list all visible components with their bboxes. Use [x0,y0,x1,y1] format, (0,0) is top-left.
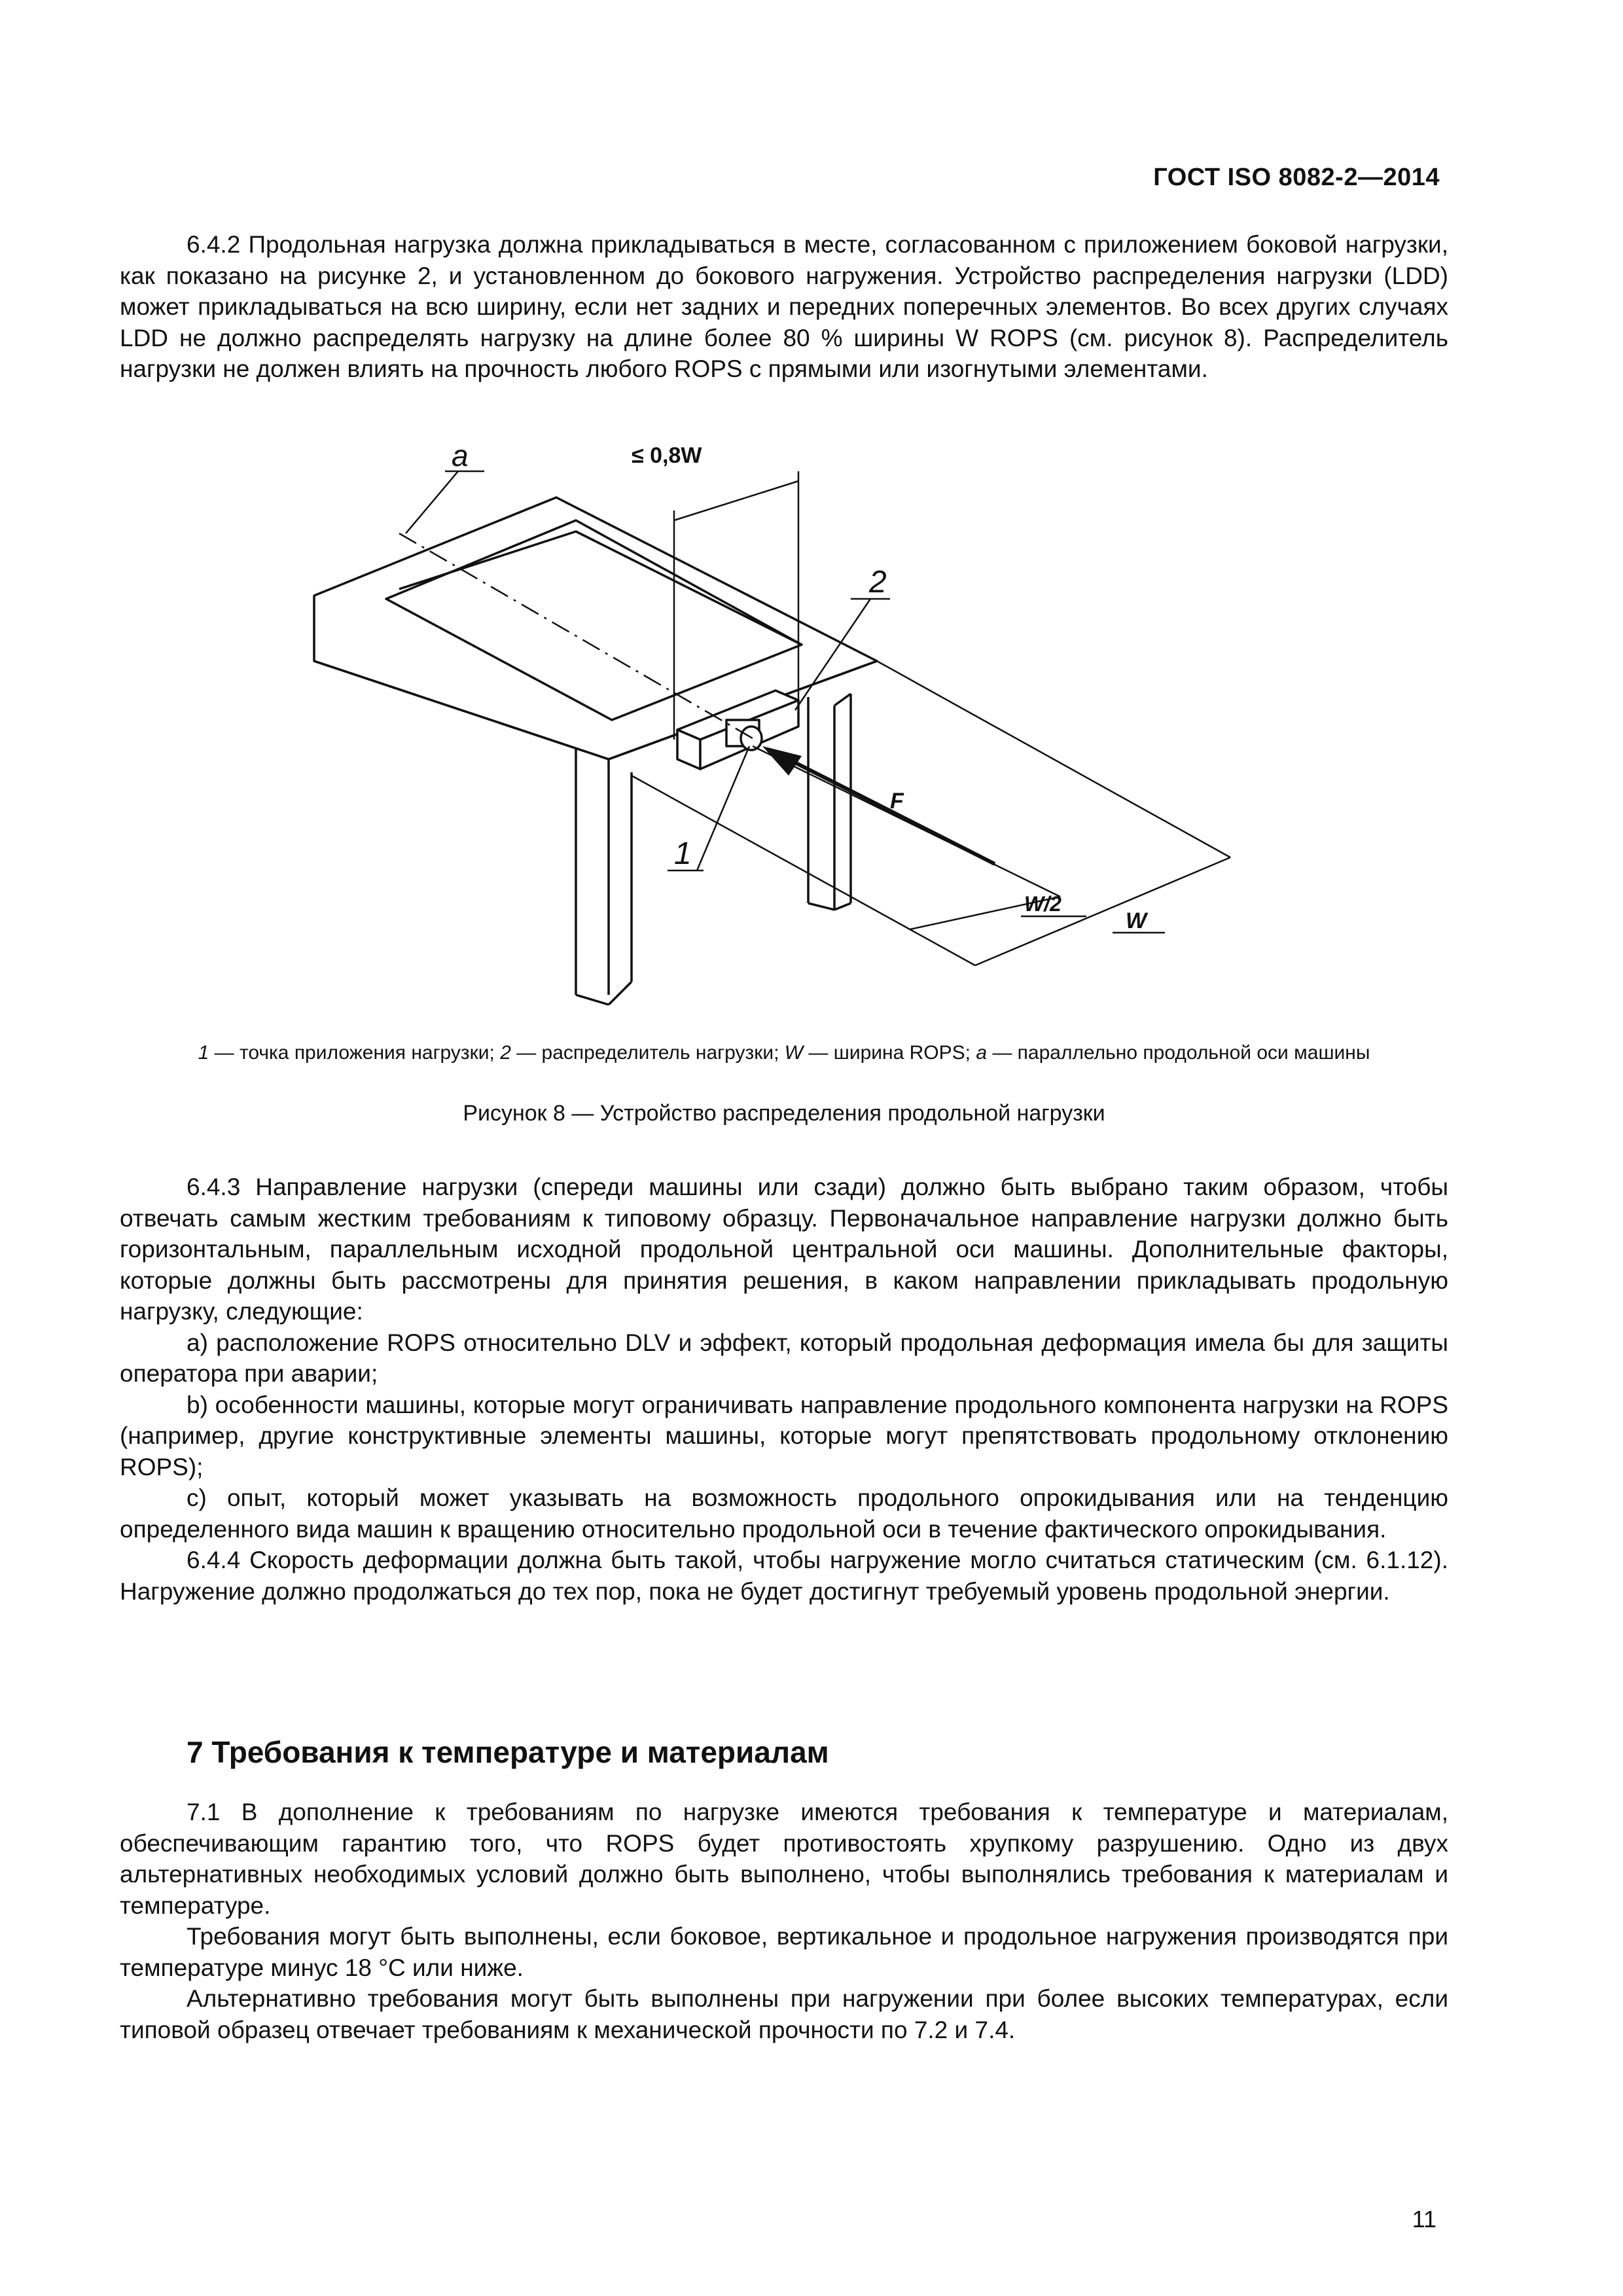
paragraph-7-1-option1: Требования могут быть выполнены, если боковое, вертикальное и продольное нагружения производятся при температуре минус 18 °С или ниже. [120,1923,1448,1981]
paragraph-block-section7 [120,1797,1448,2045]
legend-key-2: 2 [500,1042,511,1064]
legend-key-1: 1 [198,1042,209,1064]
figure-caption: Рисунок 8 — Устройство распределения продольной нагрузки [463,1101,1105,1126]
list-item-b: b) особенности машины, которые могут ограничивать направление продольного компонента нагрузки на ROPS (например, другие конструктивные элементы машины, которые могут препятствовать продольному отклонению ROPS); [120,1391,1448,1480]
paragraph-6-4-3: 6.4.3 Направление нагрузки (спереди машины или сзади) должно быть выбрано таким образом, чтобы отвечать самым жестким требованиям к типовому образцу. Первоначальное направление нагрузки должно быть горизонтальным, параллельным исходной продольной центральной оси машины. Дополнительные факторы, которые должны быть рассмотрены для принятия решения, в каком направлении прикладывать продольную нагрузку, следующие: [120,1174,1448,1325]
legend-text-1: — точка приложения нагрузки; [209,1042,501,1064]
paragraph-block-top [120,229,1448,385]
legend-text-w: — ширина ROPS; [803,1042,976,1064]
paragraph-block-mid [120,1172,1448,1607]
label-a: a [452,445,469,473]
left-leg [576,749,632,1005]
paragraph-7-1: 7.1 В дополнение к требованиям по нагрузке имеются требования к температуре и материалам, обеспечивающим гарантию того, что ROPS будет противостоять хрупкому разрушению. Одно из двух альтернативных необходимых условий должно быть выполнено, чтобы выполнялись требования к материалам и температуре. [120,1799,1448,1919]
legend-key-a: a [976,1042,987,1064]
legend-text-2: — распределитель нагрузки; [510,1042,785,1064]
section-7-title: 7 Требования к температуре и материалам [187,1735,829,1769]
force-arrow [762,746,995,864]
document-header: ГОСТ ISO 8082-2—2014 [1153,164,1440,191]
page-number: 11 [1412,2206,1436,2233]
figure-8-diagram [275,445,1335,1028]
legend-key-w: W [784,1042,804,1064]
label-width: W [1126,908,1147,933]
label-2: 2 [869,565,887,600]
paragraph-7-1-option2: Альтернативно требования могут быть выполнены при нагружении при более высоких температурах, если типовой образец отвечает требованиям к механической прочности по 7.2 и 7.4. [120,1985,1448,2043]
paragraph-6-4-4: 6.4.4 Скорость деформации должна быть такой, чтобы нагружение могло считаться статическим (см. 6.1.12). Нагружение должно продолжаться до тех пор, пока не будет достигнут требуемый уровень продольной энергии. [120,1547,1448,1605]
paragraph-6-4-2: 6.4.2 Продольная нагрузка должна прикладываться в месте, согласованном с приложением боковой нагрузки, как показано на рисунке 2, и установленном до бокового нагружения. Устройство распределения нагрузки (LDD) может прикладываться на всю ширину, если нет задних и передних поперечных элементов. Во всех других случаях LDD не должно распределять нагрузку на длине более 80 % ширины W ROPS (см. рисунок 8). Распределитель нагрузки не должен влиять на прочность любого ROPS с прямыми или изогнутыми элементами. [120,231,1448,382]
label-force: F [890,789,904,814]
label-1: 1 [674,836,692,871]
label-width-limit: ≤ 0,8W [632,445,702,468]
label-half-width: W/2 [1024,892,1061,916]
legend-text-a: — параллельно продольной оси машины [987,1042,1370,1064]
figure-legend [120,1042,1448,1064]
list-item-a: a) расположение ROPS относительно DLV и эффект, который продольная деформация имела бы для защиты оператора при аварии; [120,1329,1448,1387]
list-item-c: c) опыт, который может указывать на возможность продольного опрокидывания или на тенденцию определенного вида машин к вращению относительно продольной оси в течение фактического опрокидывания. [120,1484,1448,1543]
